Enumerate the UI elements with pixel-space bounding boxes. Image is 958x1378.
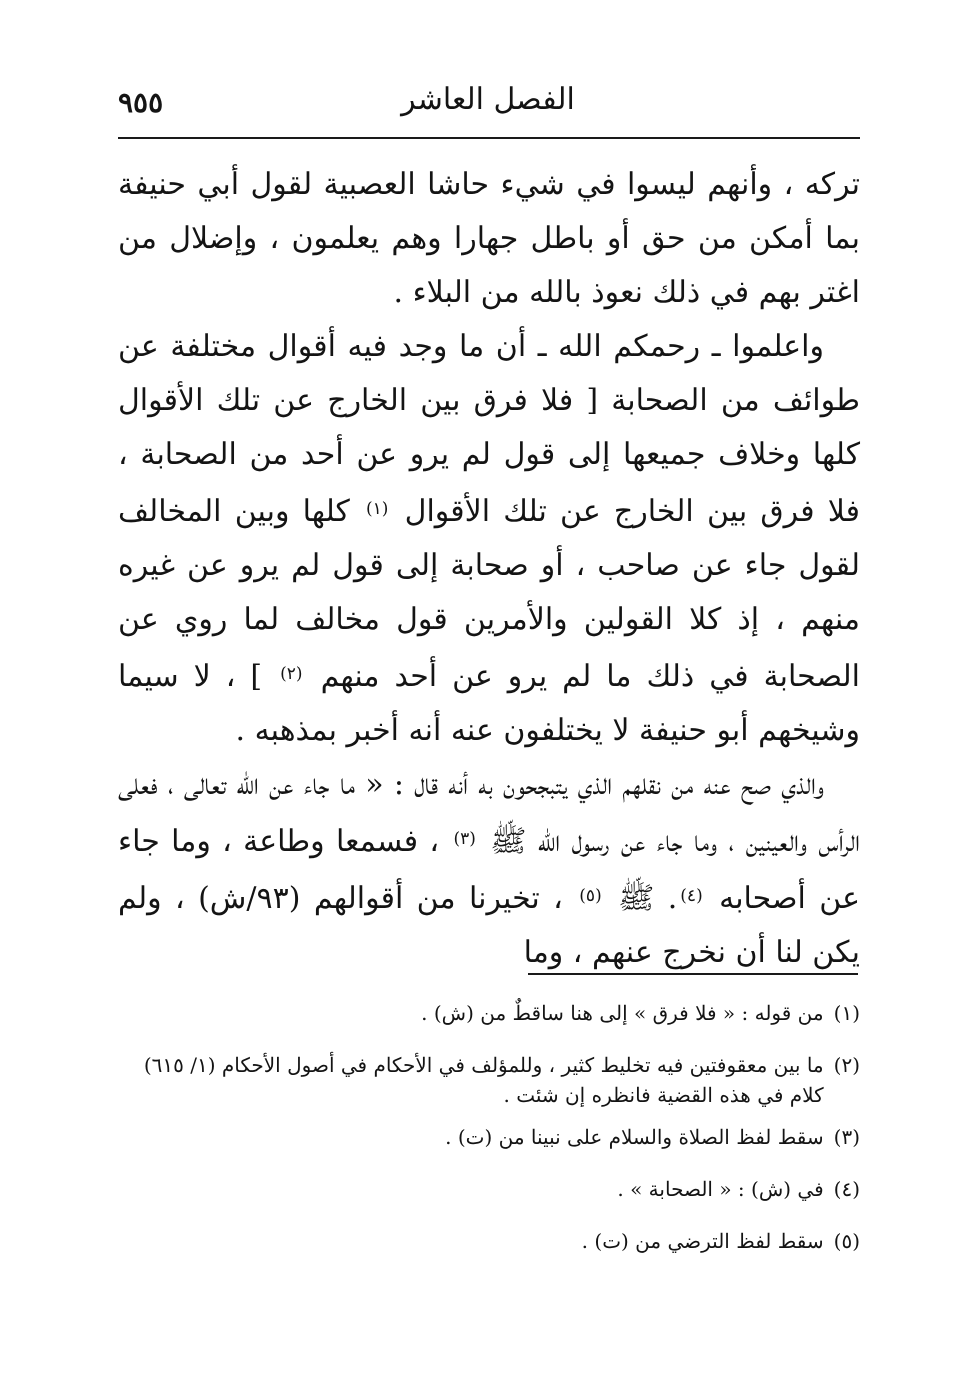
footnote-1 (118, 998, 860, 1028)
footnote-ref-5[interactable]: (٥) (579, 886, 602, 906)
footnote-ref-2[interactable]: (٢) (280, 664, 303, 684)
page-number: ٩٥٥ (118, 86, 164, 119)
paragraph-2-part-a: واعلموا ـ رحمكم الله ـ أن ما وجد فيه أقوال مختلفة عن طوائف من الصحابة [ فلا فرق بين الخارج عن تلك الأقوال كلها وخلاف جميعها إلى قول لم يرو عن أحد من الصحابة ، فلا فرق بين الخارج عن تلك الأقوال (118, 329, 860, 529)
footnote-number: (٥) (833, 1229, 860, 1253)
footnote-5 (118, 1226, 860, 1256)
footnote-3 (118, 1122, 860, 1152)
paragraph-3-part-b: ، فسمعا وطاعة ، وما جاء عن أصحابه (118, 824, 860, 916)
paragraph-2-part-b: كلها وبين المخالف لقول جاء عن صاحب ، أو صحابة إلى قول لم يرو عن غيره منهم ، إذ كلا القولين والأمرين قول مخالف لما روي عن الصحابة في ذلك ما لم يرو عن أحد منهم (118, 494, 861, 694)
footnote-ref-1[interactable]: (١) (366, 499, 389, 519)
footnotes (118, 998, 860, 1278)
footnote-text: في (ش) : « الصحابة » . (617, 1177, 824, 1201)
paragraph-2 (118, 320, 860, 758)
paragraph-2-part-c: ] ، لا سيما وشيخهم أبو حنيفة لا يختلفون عنه أنه أخبر بمذهبه . (118, 659, 860, 748)
footnote-number: (١) (833, 1001, 860, 1025)
footnote-text: سقط لفظ الصلاة والسلام على نبينا من (ت) . (445, 1125, 824, 1149)
main-text (118, 158, 860, 980)
footnote-text: من قوله : « فلا فرق » إلى هنا ساقطٌ من (ش) . (421, 1001, 824, 1025)
chapter-title: الفصل العاشر (401, 82, 575, 117)
paragraph-3 (118, 758, 860, 980)
footnote-ref-4[interactable]: (٤) (680, 886, 703, 906)
footnote-number: (٤) (833, 1177, 860, 1201)
footnote-ref-3[interactable]: (٣) (453, 829, 476, 849)
footnote-2 (118, 1050, 860, 1110)
paragraph-3-part-a: والذي صح عنه من نقلهم الذي يتبجحون به أنه قال : « ما جاء عن الله تعالى ، فعلى الرأس والعينين ، وما جاء عن رسول الله ﷺ (118, 767, 860, 859)
footnote-rule (528, 973, 858, 975)
footnote-number: (٣) (833, 1125, 860, 1149)
header-rule (118, 137, 860, 139)
paragraph-3-part-d: ، تخيرنا من أقوالهم (٩٣/ش) ، ولم يكن لنا أن نخرج عنهم ، وما (118, 881, 860, 970)
paragraph-3-part-c: . ﷺ (618, 881, 678, 916)
footnote-number: (٢) (833, 1053, 860, 1077)
paragraph-1: تركه ، وأنهم ليسوا في شيء حاشا العصبية لقول أبي حنيفة بما أمكن من حق أو باطل جهارا وهم يعلمون ، وإضلال من اغتر بهم في ذلك نعوذ بالله من البلاء . (118, 167, 860, 310)
footnote-4 (118, 1174, 860, 1204)
footnote-text: ما بين معقوفتين فيه تخليط كثير ، وللمؤلف في الأحكام في أصول الأحكام (١/ ٦١٥) كلام في هذه القضية فانظره إن شئت . (143, 1053, 824, 1107)
footnote-text: سقط لفظ الترضي من (ت) . (581, 1229, 824, 1253)
page-header (118, 78, 858, 134)
